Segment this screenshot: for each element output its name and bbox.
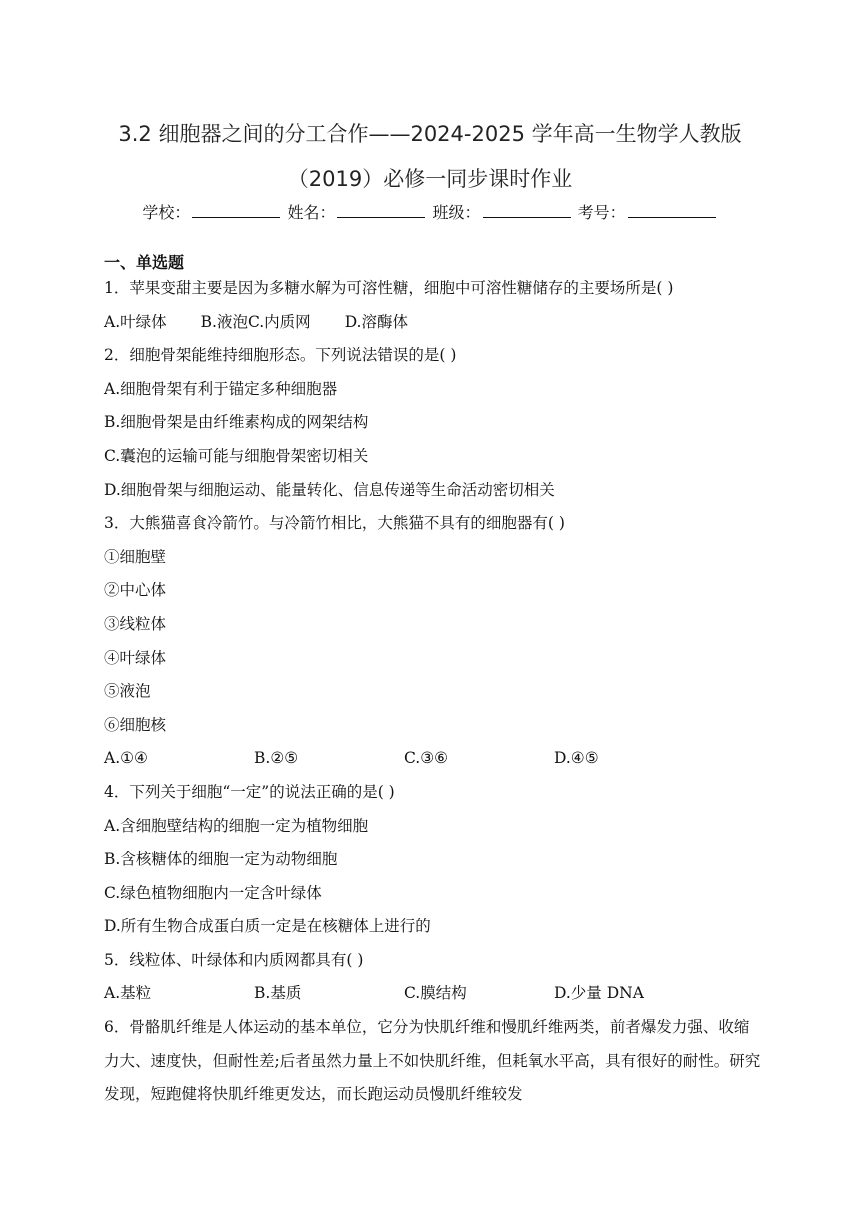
question-5-stem: 5．线粒体、叶绿体和内质网都具有( ): [104, 950, 364, 969]
exam-number-label: 考号：: [577, 203, 626, 222]
question-2-option-c[interactable]: C.囊泡的运输可能与细胞骨架密切相关: [104, 446, 369, 465]
question-4-option-a[interactable]: A.含细胞壁结构的细胞一定为植物细胞: [104, 816, 369, 835]
section-title: 一、单选题: [104, 253, 185, 272]
document-title-line2: （2019）必修一同步课时作业: [287, 167, 573, 191]
question-3-stem: 3．大熊猫喜食冷箭竹。与冷箭竹相比，大熊猫不具有的细胞器有( ): [104, 514, 565, 533]
question-4-option-d[interactable]: D.所有生物合成蛋白质一定是在核糖体上进行的: [104, 917, 431, 936]
question-list: [104, 272, 764, 1112]
question-3-option-c[interactable]: C.③⑥: [404, 749, 449, 768]
question-2-option-d[interactable]: D.细胞骨架与细胞运动、能量转化、信息传递等生命活动密切相关: [104, 480, 555, 499]
question-3-item-5: ⑤液泡: [104, 682, 151, 701]
school-label: 学校：: [142, 203, 191, 222]
question-1-options: [104, 306, 764, 340]
question-5-options: [104, 977, 764, 1011]
question-4-option-c[interactable]: C.绿色植物细胞内一定含叶绿体: [104, 883, 322, 902]
question-3-options: [104, 742, 764, 776]
question-3-option-b[interactable]: B.②⑤: [254, 749, 299, 768]
question-5-option-d[interactable]: D.少量 DNA: [554, 984, 644, 1003]
question-5-option-b[interactable]: B.基质: [254, 984, 302, 1003]
question-1-stem: 1．苹果变甜主要是因为多糖水解为可溶性糖，细胞中可溶性糖储存的主要场所是( ): [104, 279, 674, 297]
question-1-option-b[interactable]: B.液泡: [200, 312, 248, 331]
question-5-option-c[interactable]: C.膜结构: [404, 984, 467, 1003]
question-1-option-d[interactable]: D.溶酶体: [344, 312, 408, 331]
question-3-item-4: ④叶绿体: [104, 648, 167, 667]
question-3-item-3: ③线粒体: [104, 614, 167, 633]
question-2-stem: 2．细胞骨架能维持细胞形态。下列说法错误的是( ): [104, 346, 457, 365]
question-5-option-a[interactable]: A.基粒: [104, 984, 152, 1003]
question-3-item-1: ①细胞壁: [104, 547, 167, 566]
name-label: 姓名：: [287, 203, 336, 222]
question-3-option-d[interactable]: D.④⑤: [554, 749, 599, 768]
question-2-option-a[interactable]: A.细胞骨架有利于锚定多种细胞器: [104, 379, 338, 398]
question-1-option-c[interactable]: C.内质网: [247, 312, 311, 331]
class-blank[interactable]: [483, 203, 571, 218]
question-3-item-6: ⑥细胞核: [104, 715, 167, 734]
question-4-stem: 4．下列关于细胞“一定”的说法正确的是( ): [104, 782, 395, 801]
name-blank[interactable]: [337, 203, 425, 218]
document-title-line1: 3.2 细胞器之间的分工合作——2024-2025 学年高一生物学人教版: [118, 122, 742, 146]
question-6-stem: 6．骨骼肌纤维是人体运动的基本单位，它分为快肌纤维和慢肌纤维两类，前者爆发力强、收缩力大、速度快，但耐性差;后者虽然力量上不如快肌纤维，但耗氧水平高，具有很好的耐性。研究发现，短跑健将快肌纤维更发达，而长跑运动员慢肌纤维较发: [104, 1018, 761, 1104]
school-blank[interactable]: [192, 203, 280, 218]
exam-number-blank[interactable]: [628, 203, 716, 218]
question-3-option-a[interactable]: A.①④: [104, 749, 148, 768]
class-label: 班级：: [432, 203, 481, 222]
question-1-option-a[interactable]: A.叶绿体: [104, 312, 167, 331]
student-info-line: [0, 200, 860, 223]
question-2-option-b[interactable]: B.细胞骨架是由纤维素构成的网架结构: [104, 413, 369, 432]
question-4-option-b[interactable]: B.含核糖体的细胞一定为动物细胞: [104, 850, 338, 869]
question-3-item-2: ②中心体: [104, 581, 167, 600]
